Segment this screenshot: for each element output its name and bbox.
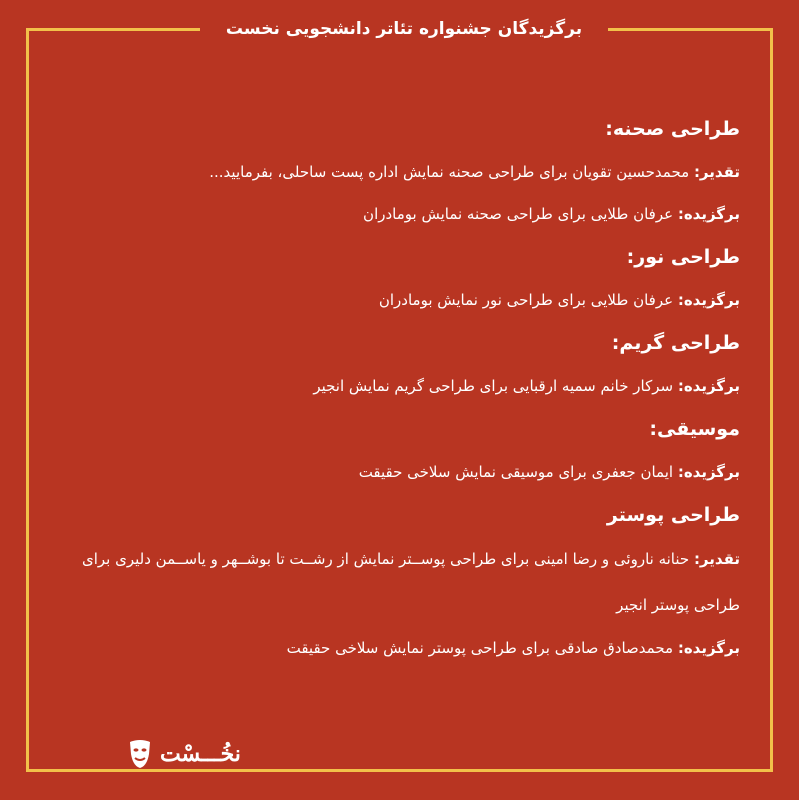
- section-heading: طراحی صحنه:: [605, 118, 740, 140]
- entry-winner: [40, 456, 740, 488]
- section-poster-design: [40, 498, 740, 664]
- section-heading: موسیقی:: [649, 418, 740, 440]
- section-music: [40, 412, 740, 488]
- entry-text: عرفان طلایی برای طراحی نور نمایش بومادران: [378, 291, 678, 309]
- entry-text: محمدصادق صادقی برای طراحی پوستر نمایش سلاخی حقیقت: [286, 639, 678, 657]
- title-banner: [200, 14, 608, 44]
- entry-honorable: [40, 156, 740, 188]
- section-light-design: [40, 240, 740, 316]
- entry-text: حنانه ناروئی و رضا امینی برای طراحی پوســتر نمایش از رشــت تا بوشــهر و یاســمن دلیری برای طراحی پوستر انجیر: [81, 550, 740, 614]
- entry-label: برگزیده:: [677, 291, 740, 309]
- logo-text: نخُـــسْت: [160, 741, 241, 767]
- entry-winner: [40, 198, 740, 230]
- entry-text: سرکار خانم سمیه ارقبایی برای طراحی گریم نمایش انجیر: [313, 377, 678, 395]
- section-heading: طراحی پوستر: [606, 504, 740, 526]
- entry-winner: [40, 632, 740, 664]
- entry-winner: [40, 370, 740, 402]
- section-stage-design: [40, 112, 740, 230]
- entry-text: محمدحسین تقویان برای طراحی صحنه نمایش اداره پست ساحلی، بفرمایید...: [209, 163, 694, 181]
- entry-label: برگزیده:: [677, 377, 740, 395]
- entry-label: برگزیده:: [677, 463, 740, 481]
- brand-logo: [126, 738, 241, 770]
- section-heading: طراحی گریم:: [611, 332, 740, 354]
- entry-text: عرفان طلایی برای طراحی صحنه نمایش بومادران: [363, 205, 678, 223]
- page-title: برگزیدگان جشنواره تئاتر دانشجویی نخست: [225, 19, 583, 39]
- winners-list: [40, 112, 740, 674]
- theater-mask-icon: [126, 738, 154, 770]
- entry-honorable: [40, 536, 740, 628]
- entry-label: برگزیده:: [677, 205, 740, 223]
- entry-label: تقدیر:: [693, 163, 740, 181]
- section-heading: طراحی نور:: [626, 246, 740, 268]
- entry-label: برگزیده:: [677, 639, 740, 657]
- entry-label: تقدیر:: [693, 550, 740, 568]
- entry-winner: [40, 284, 740, 316]
- section-makeup-design: [40, 326, 740, 402]
- entry-text: ایمان جعفری برای موسیقی نمایش سلاخی حقیقت: [358, 463, 678, 481]
